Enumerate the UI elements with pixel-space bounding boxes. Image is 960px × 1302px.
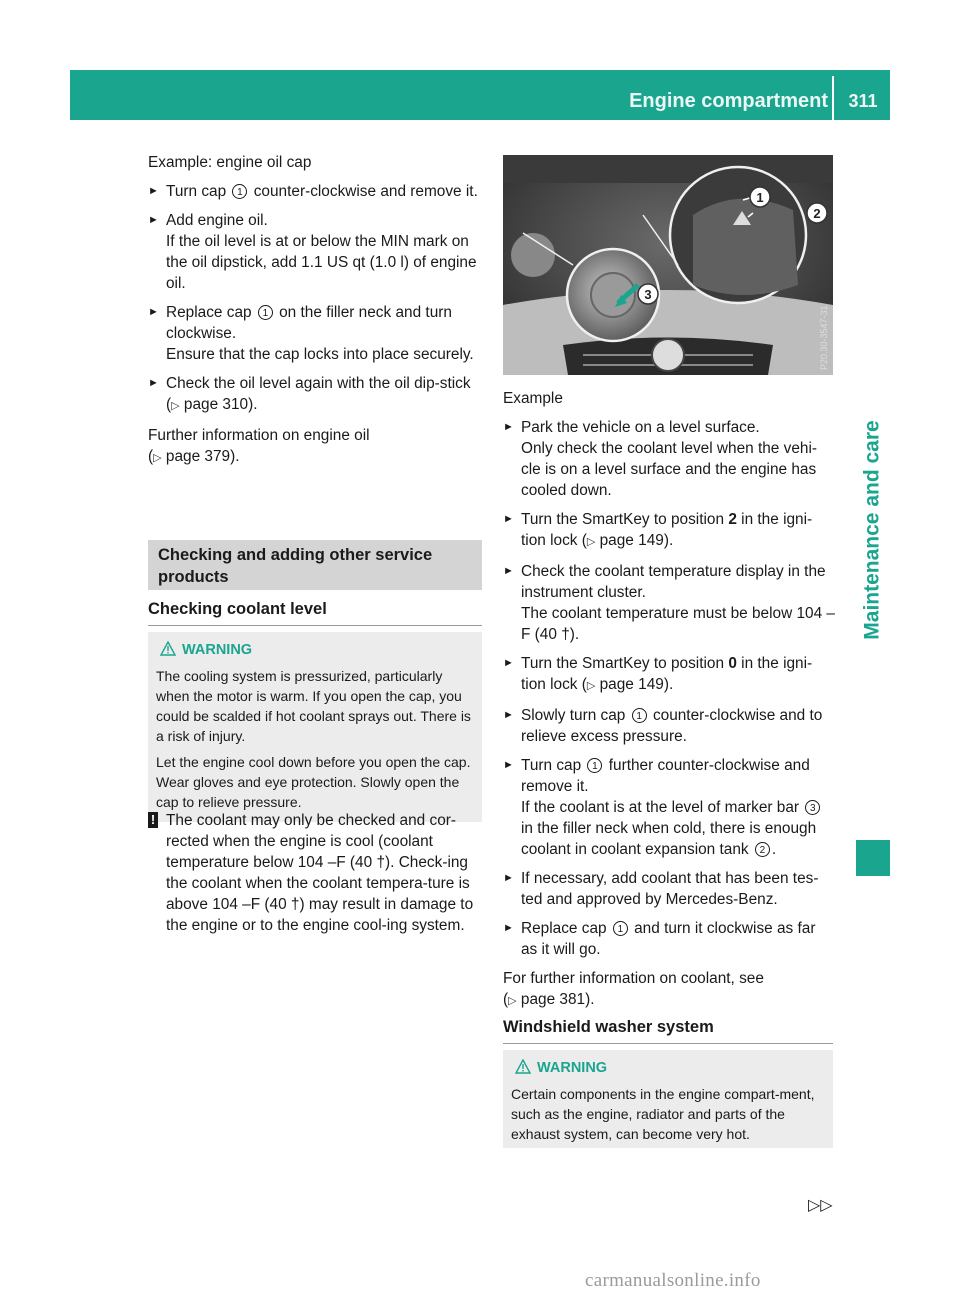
step-text: counter-clockwise and remove it. — [253, 183, 478, 200]
figure-code: P20.30-3547-31 — [819, 305, 829, 370]
marker-1-icon: 1 — [587, 758, 602, 773]
step-text: in the igni-tion lock ( — [521, 511, 813, 549]
step-text: Replace cap — [166, 304, 252, 321]
step-turn-cap — [148, 181, 482, 202]
page-ref-link[interactable]: page 149). — [599, 532, 674, 549]
warning-text: The cooling system is pressurized, particularly when the motor is warm. If you open the cap, you could be scalded if hot coolant sprays out. There is a risk of injury. — [156, 668, 471, 744]
step-arrow-icon: ► — [503, 709, 514, 721]
watermark: carmanualsonline.info — [585, 1270, 761, 1291]
step-detail: in the filler neck when cold, there is enough coolant in coolant expansion tank — [521, 820, 817, 858]
side-tab-label: Maintenance and care — [861, 420, 885, 640]
paren: ( — [148, 448, 154, 465]
caution-note — [148, 810, 482, 936]
step-park — [503, 417, 835, 501]
figure-marker-3 — [638, 284, 658, 304]
left-column — [148, 152, 482, 477]
further-info-coolant — [503, 968, 835, 1012]
step-text: Turn cap — [166, 183, 227, 200]
coolant-heading: Checking coolant level — [148, 600, 482, 626]
step-text: Turn cap — [521, 757, 582, 774]
step-check-temp — [503, 561, 835, 645]
step-arrow-icon: ► — [503, 922, 514, 934]
svg-text:2: 2 — [813, 206, 821, 221]
step-text: on the filler neck and turn clockwise. — [166, 304, 452, 342]
side-tab — [856, 340, 890, 720]
page-ref-icon: ▷ — [586, 536, 596, 548]
section-heading: Checking and adding other service products — [148, 540, 482, 590]
step-arrow-icon: ► — [503, 565, 514, 577]
step-arrow-icon: ► — [503, 872, 514, 884]
page-title: Engine compartment — [629, 90, 828, 112]
step-add-coolant — [503, 868, 835, 910]
step-detail: Ensure that the cap locks into place securely. — [166, 346, 474, 363]
exclamation-icon: ! — [148, 812, 158, 828]
step-detail: If the coolant is at the level of marker bar — [521, 799, 800, 816]
warning-title-text: WARNING — [182, 642, 253, 658]
step-text: Replace cap — [521, 920, 607, 937]
marker-3-icon: 3 — [805, 800, 820, 815]
figure-caption: Example — [503, 390, 563, 407]
step-replace-cap-2 — [503, 918, 835, 960]
warning-title — [156, 640, 474, 660]
step-detail: The coolant temperature must be below 104 ‒F (40 †). — [521, 605, 835, 643]
step-text: Slowly turn cap — [521, 707, 626, 724]
warning-triangle-icon — [515, 1059, 531, 1074]
step-text: Add engine oil. — [166, 212, 268, 229]
step-text: further counter-clockwise and remove it. — [521, 757, 810, 795]
svg-text:1: 1 — [756, 190, 764, 205]
page-ref-icon: ▷ — [508, 995, 517, 1007]
page-number: 311 — [848, 91, 878, 111]
marker-2-icon: 2 — [755, 842, 770, 857]
step-text: Check the oil level again with the oil dip-stick ( — [166, 375, 471, 413]
svg-text:3: 3 — [644, 287, 652, 302]
step-text: Turn the SmartKey to position — [521, 511, 725, 528]
page-ref-icon: ▷ — [171, 400, 180, 412]
step-text: Check the coolant temperature display in the instrument cluster. — [521, 563, 826, 601]
step-arrow-icon: ► — [503, 513, 514, 525]
further-text: Further information on engine oil — [148, 427, 370, 444]
step-arrow-icon: ► — [503, 657, 514, 669]
step-arrow-icon: ► — [148, 185, 159, 197]
step-text: Turn the SmartKey to position — [521, 655, 725, 672]
page-ref-link[interactable]: page 381). — [520, 991, 595, 1008]
page-ref-link[interactable]: page 310). — [183, 396, 258, 413]
page-ref-icon: ▷ — [153, 452, 162, 464]
period: . — [771, 841, 777, 858]
step-replace-cap — [148, 302, 482, 365]
step-arrow-icon: ► — [148, 306, 159, 318]
warning-title — [511, 1058, 825, 1078]
step-text: counter-clockwise and to relieve excess pressure. — [521, 707, 823, 745]
step-check-oil — [148, 373, 482, 417]
note-text: The coolant may only be checked and cor-rected when the engine is cool (coolant temperature below 104 ‒F (40 †). Check-ing the coolant when the coolant tempera-ture is above 104 ‒F (40 †) may result in damage to the engine or to the engine cool-ing system. — [166, 812, 474, 934]
page-ref-link[interactable]: page 149). — [599, 676, 674, 693]
step-text: If necessary, add coolant that has been tes-ted and approved by Mercedes-Benz. — [521, 870, 819, 908]
warning-text: Certain components in the engine compart-ment, such as the engine, radiator and parts of the exhaust system, can become very hot. — [511, 1086, 815, 1142]
header-divider — [832, 76, 834, 120]
page-ref-link[interactable]: page 379). — [165, 448, 240, 465]
marker-1-icon: 1 — [232, 184, 247, 199]
marker-1-icon: 1 — [258, 305, 273, 320]
marker-1-icon: 1 — [613, 921, 628, 936]
intro-text: Example: engine oil cap — [148, 154, 312, 171]
step-key-position-0 — [503, 653, 835, 697]
key-position: 0 — [728, 655, 737, 672]
warning-text: Let the engine cool down before you open the cap. Wear gloves and eye protection. Slowly open the cap to relieve pressure. — [156, 754, 471, 810]
step-remove-cap — [503, 755, 835, 860]
step-arrow-icon: ► — [503, 759, 514, 771]
warning-title-text: WARNING — [537, 1060, 608, 1076]
step-detail: If the oil level is at or below the MIN mark on the oil dipstick, add 1.1 US qt (1.0 l) of engine oil. — [166, 233, 477, 292]
page-ref-icon: ▷ — [586, 680, 596, 692]
step-text: Park the vehicle on a level surface. — [521, 419, 760, 436]
warning-triangle-icon — [160, 641, 176, 656]
step-arrow-icon: ► — [148, 214, 159, 226]
step-text: and turn it clockwise as far as it will go. — [521, 920, 816, 958]
step-add-oil — [148, 210, 482, 294]
step-arrow-icon: ► — [148, 377, 159, 389]
right-column — [503, 388, 835, 1020]
further-info — [148, 425, 482, 469]
paren: ( — [503, 991, 509, 1008]
warning-box-washer — [503, 1050, 833, 1148]
marker-1-icon: 1 — [632, 708, 647, 723]
warning-box-coolant — [148, 632, 482, 822]
key-position: 2 — [728, 511, 737, 528]
side-tab-marker — [856, 840, 890, 876]
step-key-position-2 — [503, 509, 835, 553]
step-arrow-icon: ► — [503, 421, 514, 433]
washer-heading: Windshield washer system — [503, 1018, 833, 1044]
engine-photo — [503, 155, 833, 375]
further-text: For further information on coolant, see — [503, 970, 764, 987]
step-slowly-turn — [503, 705, 835, 747]
step-text: in the igni-tion lock ( — [521, 655, 813, 693]
continue-icon: ▷▷ — [808, 1197, 833, 1214]
step-detail: Only check the coolant level when the vehi-cle is on a level surface and the engine has cooled down. — [521, 440, 818, 499]
